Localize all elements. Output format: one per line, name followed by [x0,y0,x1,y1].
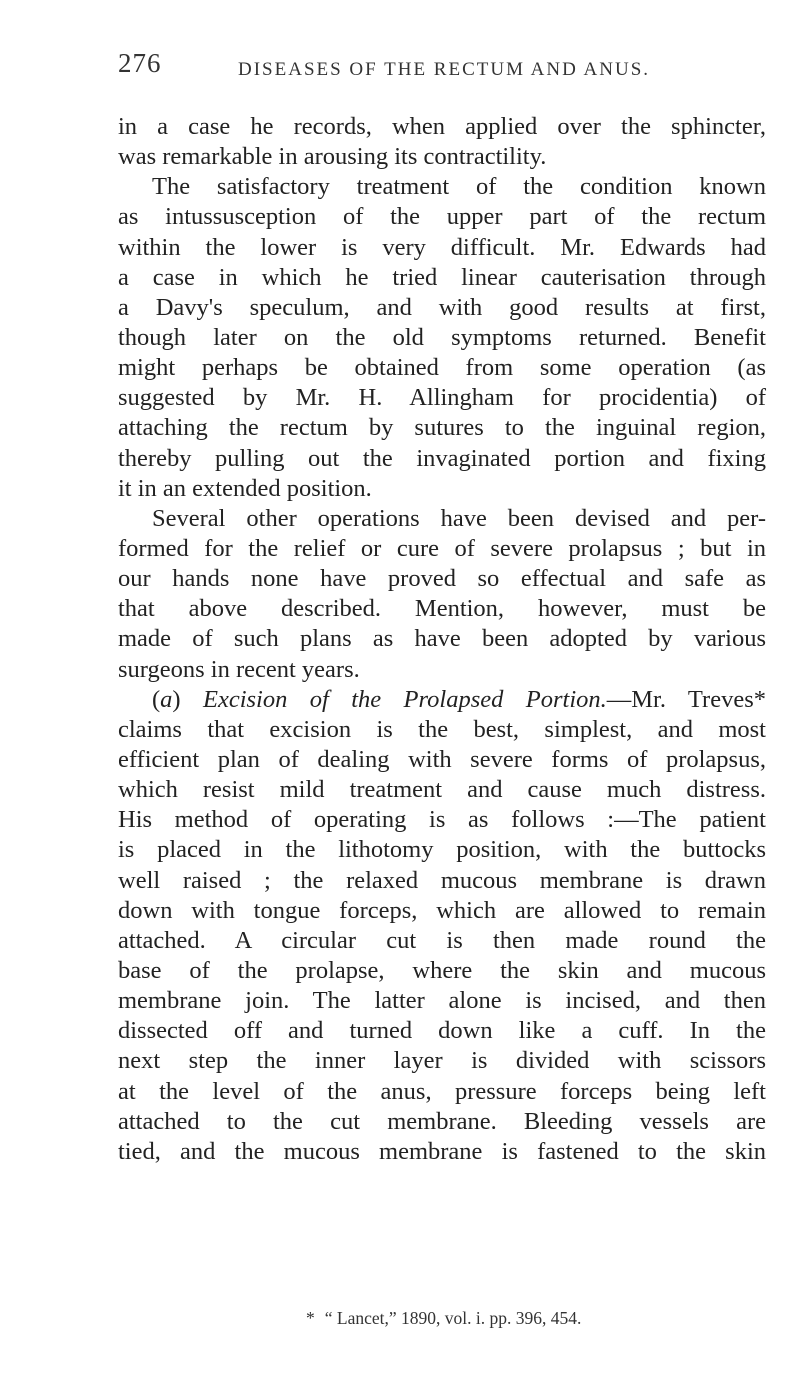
text-line: well raised ; the relaxed mucous membrane is drawn [118,866,766,894]
footnote-marker: * [306,1308,315,1328]
text-line: at the level of the anus, pressure forceps being left [118,1077,766,1105]
footnote [306,1308,581,1329]
text-line: down with tongue forceps, which are allowed to remain [118,896,766,924]
text-line: dissected off and turned down like a cuff. In the [118,1017,766,1045]
text-line: made of such plans as have been adopted by various [118,625,766,653]
text-line: as intussusception of the upper part of the rectum [118,203,766,231]
text-line: a case in which he tried linear cauterisation through [118,263,766,291]
text-line: Several other operations have been devised and per- [152,504,766,532]
text-segment: ( [152,685,161,713]
text-line: formed for the relief or cure of severe prolapsus ; but in [118,534,766,562]
italic-text: Excision of the Prolapsed Portion. [202,685,607,713]
text-line: it in an extended position. [118,474,372,502]
text-line: within the lower is very difficult. Mr. Edwards had [118,233,766,261]
text-line: next step the inner layer is divided with scissors [118,1047,766,1075]
text-line: membrane join. The latter alone is incised, and then [118,987,766,1015]
footnote-text: “ Lancet,” 1890, vol. i. pp. 396, 454. [324,1308,582,1328]
text-line: tied, and the mucous membrane is fastened to the skin [118,1137,766,1165]
text-line: suggested by Mr. H. Allingham for procidentia) of [118,384,766,412]
text-line: attached. A circular cut is then made round the [118,926,766,954]
text-segment: —Mr. Treves* [606,685,766,713]
page-number: 276 [118,48,162,78]
text-line: claims that excision is the best, simplest, and most [118,715,766,743]
text-line: a Davy's speculum, and with good results at first, [118,293,766,321]
running-title: DISEASES OF THE RECTUM AND ANUS. [238,59,651,80]
text-line: though later on the old symptoms returned. Benefit [118,323,766,351]
text-line: attached to the cut membrane. Bleeding vessels are [118,1107,766,1135]
text-line: efficient plan of dealing with severe forms of prolapsus, [118,745,766,773]
text-line: His method of operating is as follows :—The patient [118,806,766,834]
text-line: attaching the rectum by sutures to the inguinal region, [118,414,766,442]
text-line: that above described. Mention, however, must be [118,595,766,623]
running-head [118,48,758,90]
text-line: our hands none have proved so effectual and safe as [118,565,766,593]
text-line: is placed in the lithotomy position, with the buttocks [118,836,766,864]
text-line: thereby pulling out the invaginated portion and fixing [118,444,766,472]
text-line [118,685,766,715]
text-line: might perhaps be obtained from some operation (as [118,354,766,382]
text-line: which resist mild treatment and cause much distress. [118,776,766,804]
body-text [118,112,766,1167]
italic-text: a [160,685,173,713]
text-line: in a case he records, when applied over the sphincter, [118,113,766,140]
text-segment: ) [172,685,203,713]
text-line: surgeons in recent years. [118,655,360,683]
text-line: was remarkable in arousing its contractility. [118,143,547,171]
text-line: The satisfactory treatment of the condition known [152,173,766,201]
text-line: base of the prolapse, where the skin and mucous [118,956,766,984]
